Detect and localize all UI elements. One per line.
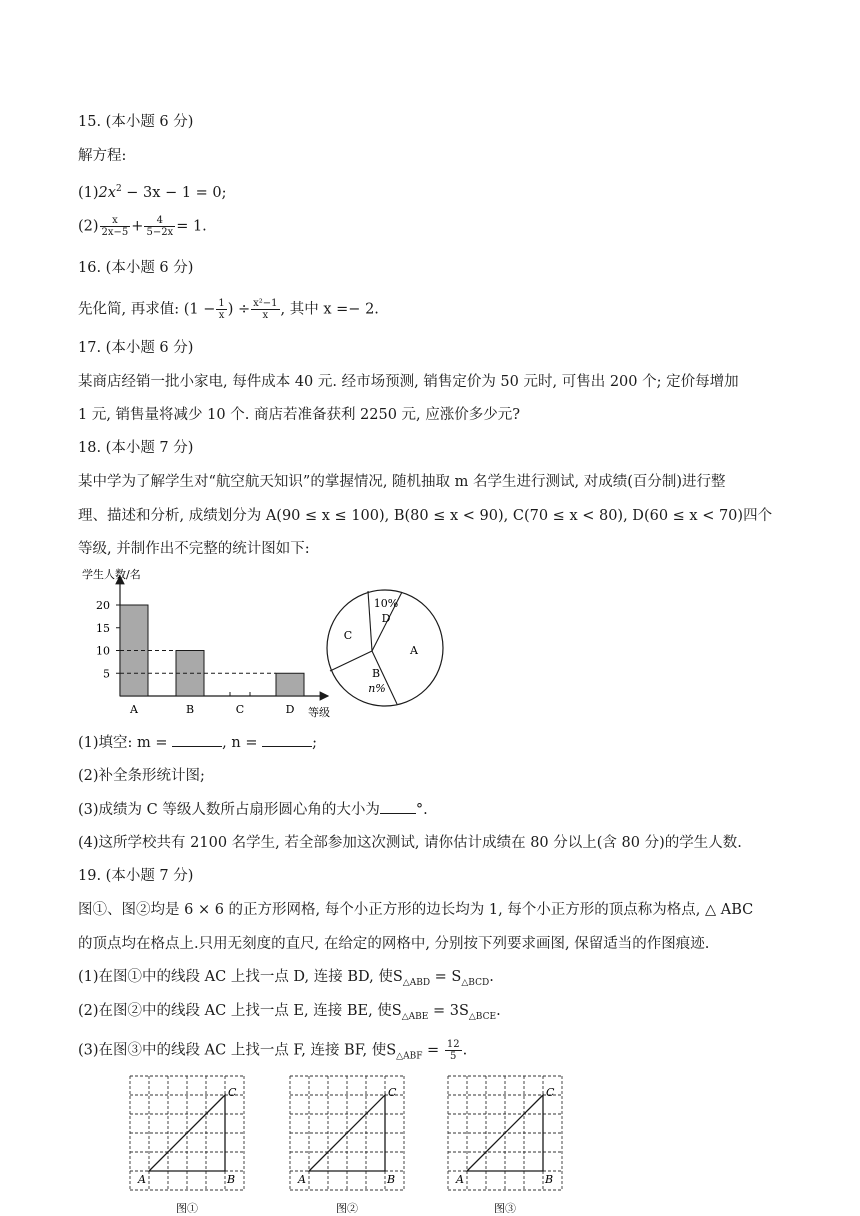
- expr-text: 2x: [98, 184, 116, 201]
- numerator: 12: [446, 1039, 460, 1050]
- question-text: = 3S: [428, 1003, 469, 1019]
- pie-annotation-B: n%: [368, 682, 386, 695]
- q16-body: [78, 298, 379, 321]
- question-text: = S: [430, 969, 462, 985]
- part-label: (1): [78, 184, 99, 201]
- question-text: (1)在图①中的线段 AC 上找一点 D, 连接 BD, 使S: [78, 969, 403, 985]
- q15-header: 15. (本小题 6 分): [78, 114, 194, 130]
- y-axis-label: 学生人数/名: [82, 568, 141, 581]
- fraction: [100, 215, 131, 238]
- grid-figure-1: [130, 1076, 244, 1213]
- vertex-label-c: C: [228, 1086, 237, 1099]
- operator: +: [131, 218, 144, 235]
- pie-label-A: A: [410, 644, 418, 657]
- vertex-label-a: A: [138, 1173, 146, 1186]
- figure-caption: 图③: [494, 1202, 516, 1213]
- vertex-label-c: C: [388, 1086, 397, 1099]
- q17-line1: 某商店经销一批小家电, 每件成本 40 元. 经市场预测, 销售定价为 50 元时, 可售出 200 个; 定价每增加: [78, 374, 739, 390]
- question-text: , n =: [222, 735, 263, 751]
- answer-blank-angle[interactable]: [380, 799, 416, 814]
- pie-label-C: C: [343, 629, 353, 642]
- fraction: [144, 215, 175, 238]
- expr-text: 先化简, 再求值: (1 −: [78, 301, 216, 318]
- vertex-label-b: B: [545, 1173, 554, 1186]
- answer-blank-m[interactable]: [172, 732, 222, 747]
- numerator: x: [100, 215, 131, 227]
- pie-chart: [320, 584, 450, 714]
- question-text: ;: [312, 735, 317, 751]
- x-tick-label: A: [130, 703, 138, 716]
- denominator: 5−2x: [146, 227, 174, 238]
- x-tick-label: B: [185, 703, 195, 716]
- q18-sub3: [78, 799, 428, 820]
- q17-line2: 1 元, 销售量将减少 10 个. 商店若准备获利 2250 元, 应涨价多少元?: [78, 407, 521, 423]
- vertex-label-c: C: [546, 1086, 555, 1099]
- pie-annotation-D: 10%: [373, 597, 399, 610]
- expr-text: = 1.: [176, 218, 207, 235]
- subscript: △BCD: [461, 977, 490, 988]
- answer-blank-n[interactable]: [262, 732, 312, 747]
- subscript: △ABE: [401, 1011, 429, 1022]
- q15-intro: 解方程:: [78, 148, 127, 164]
- grid-figure-3: [448, 1076, 562, 1213]
- numerator: 1: [218, 298, 225, 309]
- q16-header: 16. (本小题 6 分): [78, 260, 194, 276]
- q18-header: 18. (本小题 7 分): [78, 440, 194, 456]
- bar-chart: [76, 564, 336, 722]
- subscript: △ABD: [402, 977, 431, 988]
- vertex-label-a: A: [298, 1173, 306, 1186]
- grid-figures: [120, 1068, 640, 1213]
- y-tick-label: 5: [103, 667, 110, 681]
- figure-caption: 图②: [336, 1202, 358, 1213]
- vertex-label-b: B: [227, 1173, 236, 1186]
- numerator: 4: [144, 215, 175, 227]
- denominator: x: [218, 310, 225, 321]
- q18-line1: 某中学为了解学生对“航空航天知识”的掌握情况, 随机抽取 m 名学生进行测试, 对成绩(百分制)进行整: [78, 474, 726, 490]
- x-tick-label: C: [235, 703, 245, 716]
- q19-line1: 图①、图②均是 6 × 6 的正方形网格, 每个小正方形的边长均为 1, 每个小正方形的顶点称为格点, △ ABC: [78, 902, 754, 918]
- pie-label-B: B: [371, 667, 381, 680]
- pie-label-D: D: [381, 612, 391, 625]
- q18-sub4: (4)这所学校共有 2100 名学生, 若全部参加这次测试, 请你估计成绩在 80 分以上(含 80 分)的学生人数.: [78, 835, 742, 851]
- question-text: .: [496, 1003, 501, 1019]
- q15-part1: [78, 179, 227, 203]
- expr-text: , 其中 x =− 2.: [280, 301, 379, 318]
- question-text: (1)填空: m =: [78, 735, 173, 751]
- denominator: 5: [450, 1051, 457, 1062]
- expr-text: ) ÷: [227, 301, 251, 318]
- q18-sub2: (2)补全条形统计图;: [78, 768, 205, 784]
- vertex-label-a: A: [456, 1173, 464, 1186]
- q15-part2: [78, 215, 207, 238]
- question-text: =: [422, 1042, 444, 1059]
- figure-caption: 图①: [176, 1202, 198, 1213]
- subscript: △BCE: [468, 1011, 497, 1022]
- exponent: 2: [115, 184, 122, 194]
- q19-sub2: [78, 1001, 501, 1027]
- question-text: (3)成绩为 C 等级人数所占扇形圆心角的大小为: [78, 802, 380, 818]
- question-text: °.: [415, 802, 428, 818]
- fraction: [445, 1039, 462, 1062]
- q19-line2: 的顶点均在格点上.只用无刻度的直尺, 在给定的网格中, 分别按下列要求画图, 保留适当的作图痕迹.: [78, 936, 710, 952]
- denominator: 2x−5: [101, 227, 129, 238]
- subscript: △ABF: [396, 1051, 423, 1062]
- fraction: [251, 298, 279, 321]
- x-axis-label: 等级: [308, 706, 330, 719]
- x-tick-label: D: [285, 703, 295, 716]
- y-tick-label: 10: [96, 644, 110, 658]
- y-tick-label: 15: [96, 621, 110, 635]
- bar-D: [276, 673, 304, 696]
- fraction: [216, 298, 226, 321]
- vertex-label-b: B: [387, 1173, 396, 1186]
- q18-sub1: [78, 732, 317, 753]
- q19-header: 19. (本小题 7 分): [78, 868, 194, 884]
- question-text: .: [462, 1042, 468, 1059]
- numerator: x²−1: [253, 298, 278, 309]
- question-text: (3)在图③中的线段 AC 上找一点 F, 连接 BF, 使S: [78, 1042, 397, 1059]
- expr-text: − 3x − 1 = 0;: [121, 184, 227, 201]
- q18-line3: 等级, 并制作出不完整的统计图如下:: [78, 541, 310, 557]
- q17-header: 17. (本小题 6 分): [78, 340, 194, 356]
- q18-line2: 理、描述和分析, 成绩划分为 A(90 ≤ x ≤ 100), B(80 ≤ x < 90), C(70 ≤ x < 80), D(60 ≤ x < 70)四个: [78, 508, 773, 524]
- question-text: .: [489, 969, 494, 985]
- part-label: (2): [78, 218, 99, 235]
- denominator: x: [262, 310, 269, 321]
- question-text: (2)在图②中的线段 AC 上找一点 E, 连接 BE, 使S: [78, 1003, 402, 1019]
- q19-sub3: [78, 1039, 467, 1066]
- y-tick-label: 20: [96, 599, 110, 612]
- grid-figure-2: [290, 1076, 404, 1213]
- q19-sub1: [78, 967, 494, 993]
